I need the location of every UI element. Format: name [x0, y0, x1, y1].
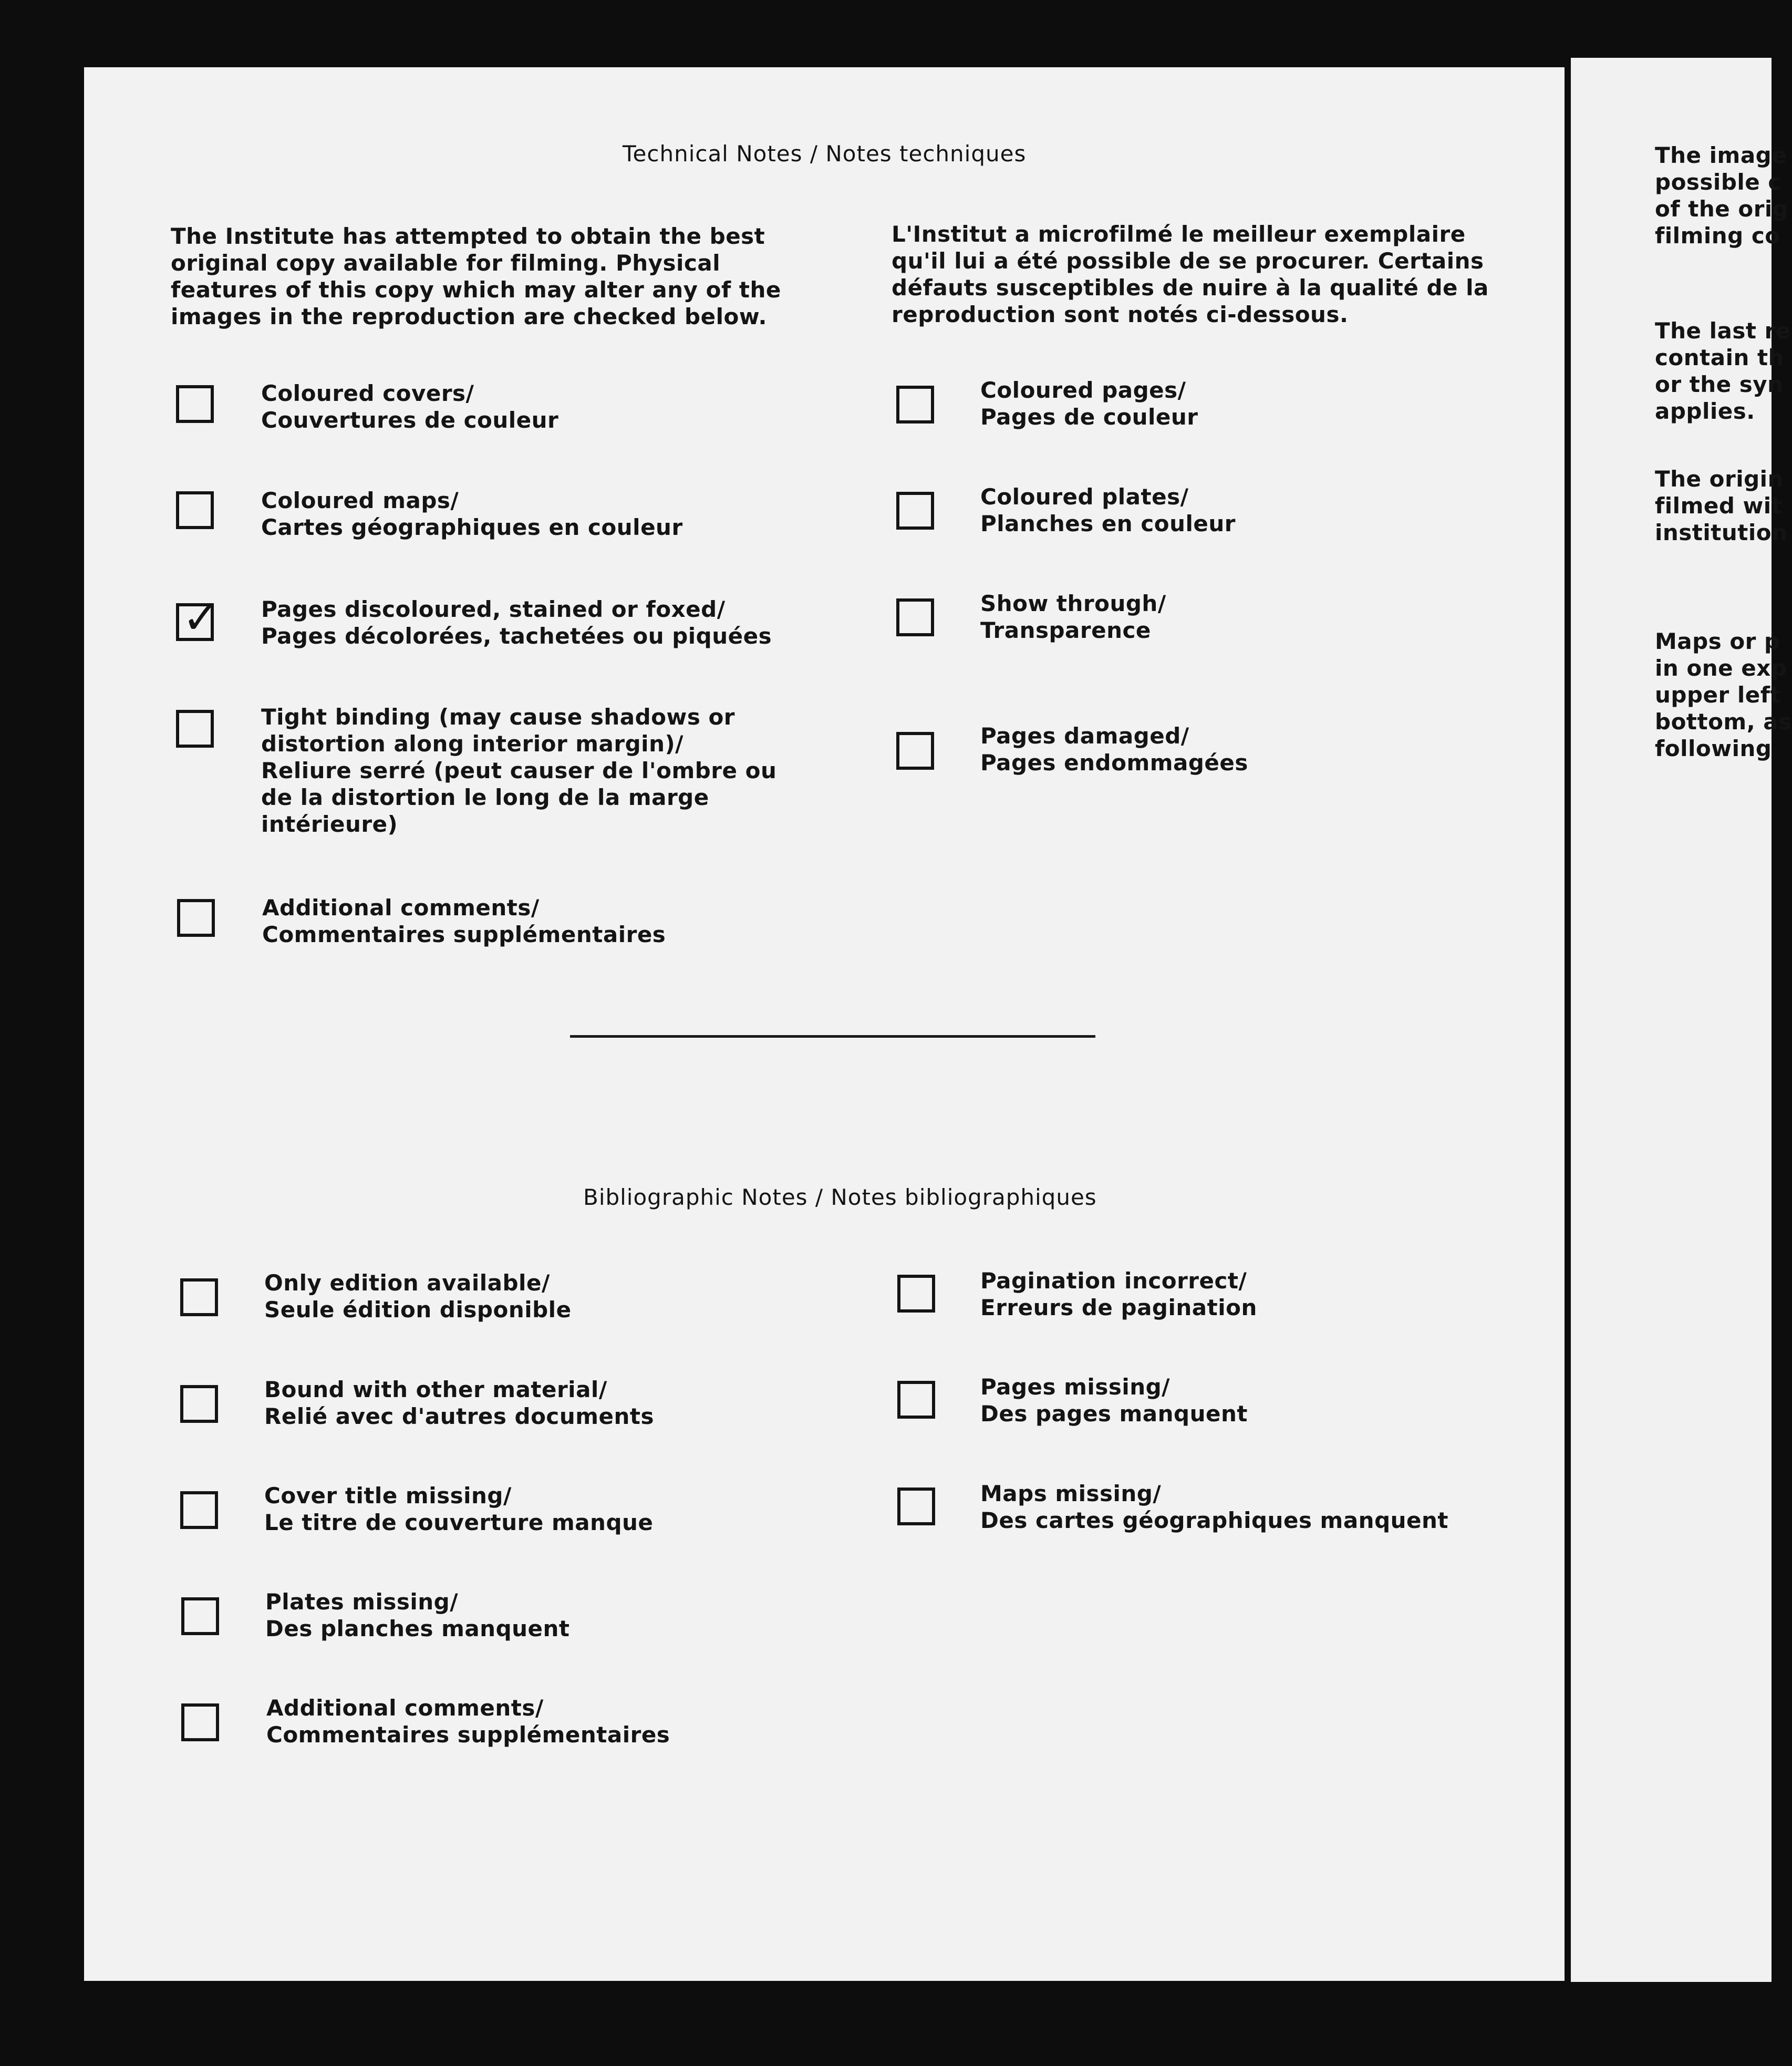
checkbox-label: Pages missing/ Des pages manquent [980, 1374, 1248, 1427]
intro-line: images in the reproduction are checked below. [171, 304, 767, 329]
checkbox[interactable] [176, 710, 214, 748]
intro-line: reproduction sont notés ci-dessous. [892, 302, 1349, 327]
checkbox[interactable] [896, 492, 934, 530]
checkbox[interactable] [897, 1487, 935, 1525]
checkbox-label: Maps missing/ Des cartes géographiques manquent [980, 1481, 1448, 1533]
checkbox-label: Pages damaged/ Pages endommagées [980, 723, 1248, 776]
checkbox-label: Additional comments/ Commentaires supplémentaires [266, 1695, 670, 1748]
section-divider [570, 1035, 1095, 1038]
checkbox[interactable] [180, 1385, 218, 1423]
checkbox[interactable] [181, 1703, 219, 1741]
intro-line: défauts susceptibles de nuire à la qualité de la [892, 275, 1489, 301]
checkbox-label: Plates missing/ Des planches manquent [265, 1589, 570, 1641]
checkbox[interactable] [181, 1597, 219, 1635]
checkbox-label: Only edition available/ Seule édition disponible [264, 1270, 572, 1323]
checkbox-label: Pages discoloured, stained or foxed/ Pages décolorées, tachetées ou piquées [261, 596, 772, 649]
intro-line: The Institute has attempted to obtain the best [171, 223, 765, 249]
intro-line: L'Institut a microfilmé le meilleur exemplaire [892, 221, 1466, 247]
checkbox[interactable] [176, 385, 214, 423]
checkbox[interactable] [180, 1491, 218, 1529]
checkbox-label: Cover title missing/ Le titre de couverture manque [264, 1483, 654, 1535]
checkbox-label: Show through/ Transparence [980, 591, 1166, 643]
checkbox[interactable] [896, 598, 934, 636]
intro-french [892, 221, 1489, 328]
technical-notes-title: Technical Notes / Notes techniques [623, 141, 1027, 167]
next-page-fragment [1571, 58, 1792, 1982]
paragraph: The last re contain th or the syn applies. [1655, 318, 1791, 424]
checkbox[interactable] [897, 1381, 935, 1419]
checkbox-checked[interactable] [176, 592, 220, 644]
checkbox[interactable] [176, 491, 214, 529]
paragraph: The origin filmed wit institution [1655, 466, 1788, 545]
checkbox[interactable] [897, 1275, 935, 1313]
checkbox[interactable] [896, 386, 934, 423]
checkbox-label: Tight binding (may cause shadows or distortion along interior margin)/ Reliure serré (peut causer de l'ombre ou de la distortion le long de la marge intérieure) [261, 704, 777, 837]
checkbox-label: Coloured covers/ Couvertures de couleur [261, 380, 559, 433]
intro-line: original copy available for filming. Physical [171, 250, 721, 276]
intro-line: qu'il lui a été possible de se procurer. Certains [892, 248, 1484, 274]
bibliographic-notes-title: Bibliographic Notes / Notes bibliographiques [583, 1184, 1097, 1210]
paragraph: The image possible c of the orig filming co [1655, 142, 1789, 249]
checkbox-label: Coloured pages/ Pages de couleur [980, 377, 1198, 430]
checkbox-label: Additional comments/ Commentaires supplémentaires [262, 895, 666, 947]
checkmark-icon: ✓ [182, 592, 220, 644]
checkbox-label: Bound with other material/ Relié avec d'autres documents [264, 1377, 654, 1429]
checkbox-label: Coloured maps/ Cartes géographiques en couleur [261, 488, 683, 540]
checkbox[interactable] [177, 899, 215, 937]
intro-english [171, 223, 781, 330]
checkbox[interactable] [180, 1278, 218, 1316]
paragraph: Maps or p in one exp upper left bottom, as following [1655, 628, 1792, 761]
checkbox[interactable] [896, 732, 934, 770]
technical-notes-page [84, 67, 1565, 1981]
checkbox-label: Coloured plates/ Planches en couleur [980, 484, 1236, 536]
checkbox-label: Pagination incorrect/ Erreurs de pagination [980, 1268, 1257, 1320]
intro-line: features of this copy which may alter any of the [171, 277, 781, 303]
